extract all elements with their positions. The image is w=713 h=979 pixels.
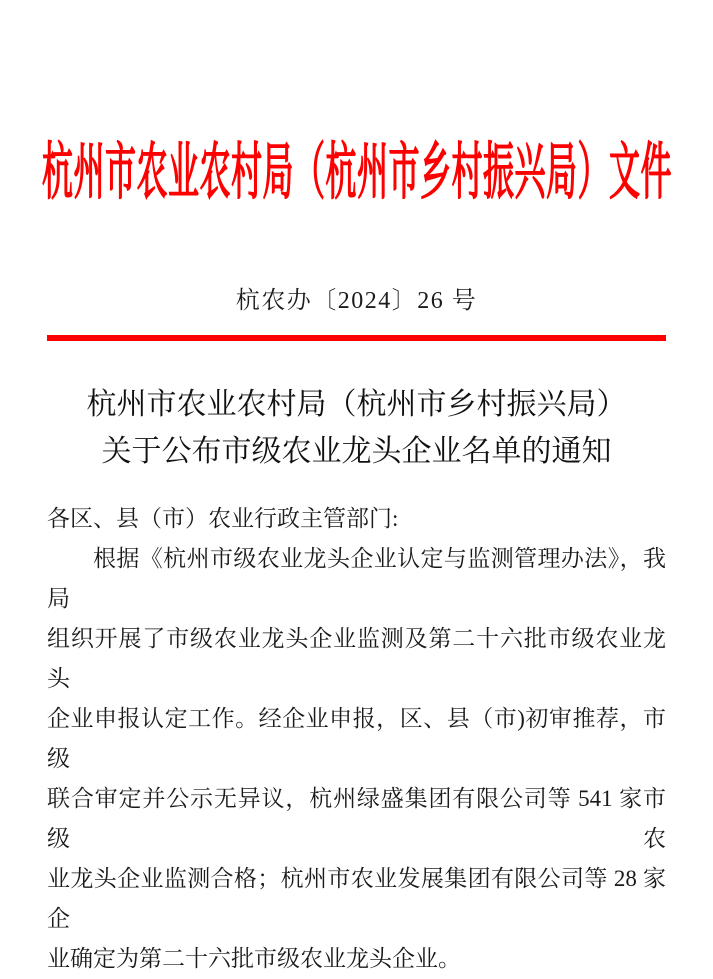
document-body [47, 499, 666, 979]
document-title [0, 381, 713, 475]
red-divider-line [47, 335, 666, 341]
document-title-line2: 关于公布市级农业龙头企业名单的通知 [101, 435, 612, 468]
body-line: 联合审定并公示无异议，杭州绿盛集团有限公司等 541 家市级农 [47, 786, 666, 851]
body-line: 业龙头企业监测合格；杭州市农业发展集团有限公司等 28 家企 [47, 866, 666, 931]
salutation-line: 各区、县（市）农业行政主管部门: [47, 506, 399, 531]
body-line: 组织开展了市级农业龙头企业监测及第二十六批市级农业龙头 [47, 626, 666, 691]
agency-banner-title: 杭州市农业农村局（杭州市乡村振兴局）文件 [41, 139, 672, 207]
document-title-line1: 杭州市农业农村局（杭州市乡村振兴局） [86, 388, 627, 421]
doc-reference-number: 杭农办〔2024〕26 号 [235, 288, 478, 314]
body-line: 企业申报认定工作。经企业申报，区、县（市)初审推荐，市级 [47, 706, 666, 771]
body-line: 根据《杭州市级农业龙头企业认定与监测管理办法》，我局 [47, 546, 666, 611]
body-line: 业确定为第二十六批市级农业龙头企业。 [47, 946, 461, 971]
